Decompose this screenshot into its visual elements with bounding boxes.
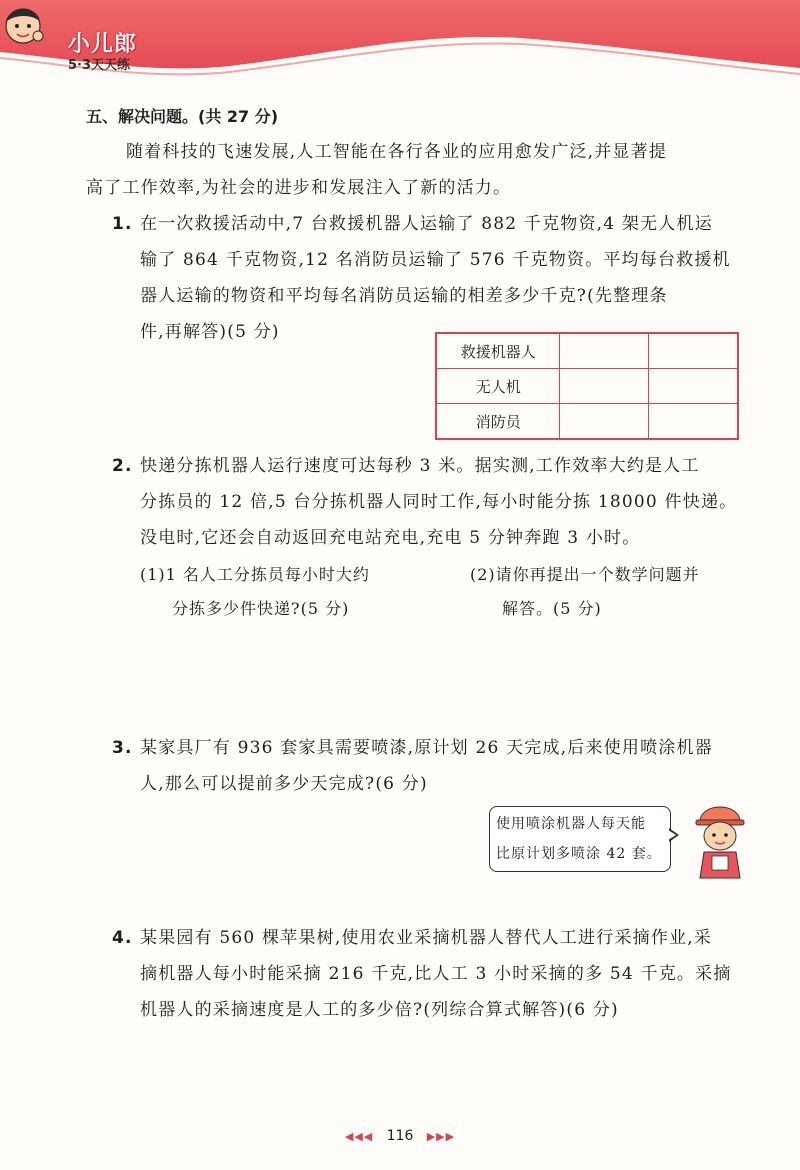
table-row-label: 救援机器人	[436, 333, 560, 369]
question-1-number: 1.	[112, 214, 133, 234]
brand-name: 小儿郎	[68, 32, 138, 57]
question-3-line-1: 某家具厂有 936 套家具需要喷漆,原计划 26 天完成,后来使用喷涂机器	[140, 738, 713, 758]
left-arrows-icon: ◀◀◀	[344, 1130, 374, 1143]
intro-line-1: 随着科技的飞速发展,人工智能在各行各业的应用愈发广泛,并显著提	[126, 142, 668, 162]
question-2-sub-2-line-2: 解答。(5 分)	[502, 599, 602, 618]
question-1-line-2: 输了 864 千克物资,12 名消防员运输了 576 千克物资。平均每台救援机	[140, 250, 731, 270]
table-cell-blank[interactable]	[560, 333, 649, 369]
section-title: 五、解决问题。(共 27 分)	[86, 107, 279, 126]
question-4-line-3: 机器人的采摘速度是人工的多少倍?(列综合算式解答)(6 分)	[140, 1000, 619, 1020]
question-1-line-1: 在一次救援活动中,7 台救援机器人运输了 882 千克物资,4 架无人机运	[140, 214, 713, 234]
intro-line-2: 高了工作效率,为社会的进步和发展注入了新的活力。	[86, 178, 512, 198]
question-3-line-2: 人,那么可以提前多少天完成?(6 分)	[140, 774, 428, 794]
question-1-line-3: 器人运输的物资和平均每名消防员运输的相差多少千克?(先整理条	[140, 286, 668, 306]
page-number: 116	[386, 1128, 414, 1144]
page-footer	[0, 1128, 800, 1144]
question-4-line-1: 某果园有 560 棵苹果树,使用农业采摘机器人替代人工进行采摘作业,采	[140, 928, 713, 948]
page-header	[0, 0, 800, 90]
table-cell-blank[interactable]	[649, 369, 738, 404]
question-2-number: 2.	[112, 456, 133, 476]
question-2-line-1: 快递分拣机器人运行速度可达每秒 3 米。据实测,工作效率大约是人工	[140, 456, 700, 476]
table-row	[436, 333, 738, 369]
table-cell-blank[interactable]	[560, 369, 649, 404]
worker-kid-icon	[690, 796, 750, 880]
question-4-line-2: 摘机器人每小时能采摘 216 千克,比人工 3 小时采摘的多 54 千克。采摘	[140, 964, 732, 984]
table-row	[436, 369, 738, 404]
question-1-line-4: 件,再解答)(5 分)	[140, 322, 280, 342]
question-3-number: 3.	[112, 738, 133, 758]
question-4-number: 4.	[112, 928, 133, 948]
mascot-boy-icon	[0, 0, 46, 50]
table-row-label: 消防员	[436, 404, 560, 440]
table-cell-blank[interactable]	[649, 333, 738, 369]
bubble-tail-inner	[668, 830, 676, 840]
question-2-line-2: 分拣员的 12 倍,5 台分拣机器人同时工作,每小时能分拣 18000 件快递。	[140, 492, 738, 512]
hint-line-1: 使用喷涂机器人每天能	[496, 816, 646, 832]
brand-logo	[68, 34, 137, 72]
right-arrows-icon: ▶▶▶	[426, 1130, 456, 1143]
hint-speech-bubble	[489, 806, 671, 872]
question-2-sub-2-line-1: (2)请你再提出一个数学问题并	[470, 565, 700, 584]
table-cell-blank[interactable]	[560, 404, 649, 440]
question-2-line-3: 没电时,它还会自动返回充电站充电,充电 5 分钟奔跑 3 小时。	[140, 528, 641, 548]
hint-line-2: 比原计划多喷涂 42 套。	[496, 846, 662, 862]
question-2-sub-1-line-1: (1)1 名人工分拣员每小时大约	[140, 565, 370, 584]
question-2-sub-1-line-2: 分拣多少件快递?(5 分)	[172, 599, 350, 618]
table-row-label: 无人机	[436, 369, 560, 404]
table-row	[436, 404, 738, 440]
table-cell-blank[interactable]	[649, 404, 738, 440]
condition-table	[435, 332, 739, 440]
brand-subtitle: 5·3天天练	[68, 58, 131, 73]
